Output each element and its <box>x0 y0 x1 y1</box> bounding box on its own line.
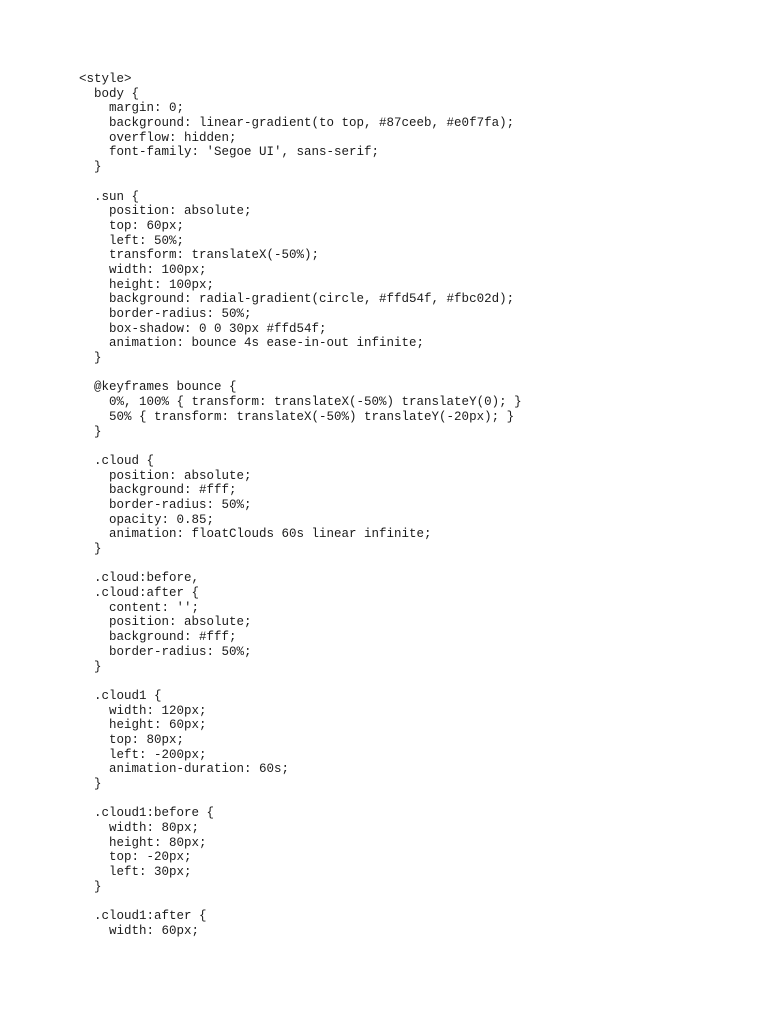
code-line: overflow: hidden; <box>79 130 237 145</box>
code-line: opacity: 0.85; <box>79 512 215 527</box>
code-line: } <box>79 160 102 175</box>
code-line: border-radius: 50%; <box>79 307 252 321</box>
code-line: height: 60px; <box>79 718 207 733</box>
code-block <box>79 72 522 939</box>
code-line: position: absolute; <box>79 615 252 630</box>
code-line: .cloud:before, <box>79 571 200 586</box>
code-line: border-radius: 50%; <box>79 644 252 659</box>
code-line: position: absolute; <box>79 468 252 483</box>
code-line: } <box>79 879 102 894</box>
code-line: } <box>79 351 102 366</box>
code-line: width: 80px; <box>79 821 200 836</box>
code-line: .cloud1 { <box>79 688 162 703</box>
code-line: 50% { transform: translateX(-50%) translateY(-20px); } <box>79 409 515 424</box>
code-line: background: #fff; <box>79 483 237 498</box>
code-line: height: 80px; <box>79 835 207 850</box>
code-line <box>79 895 522 910</box>
code-line: animation: floatClouds 60s linear infinite; <box>79 527 432 542</box>
code-line: width: 100px; <box>79 262 207 277</box>
code-line: background: linear-gradient(to top, #87ceeb, #e0f7fa); <box>79 116 515 131</box>
code-line: body { <box>79 86 140 101</box>
code-line: <style> <box>79 72 132 86</box>
code-line <box>79 557 522 572</box>
code-line: background: #fff; <box>79 630 237 645</box>
code-line: height: 100px; <box>79 277 215 292</box>
code-line: left: 30px; <box>79 865 192 880</box>
code-line: .cloud1:before { <box>79 806 215 821</box>
code-line <box>79 366 522 381</box>
code-line: .cloud { <box>79 453 155 468</box>
code-line: content: ''; <box>79 600 200 615</box>
code-line: top: -20px; <box>79 850 192 865</box>
code-line: animation-duration: 60s; <box>79 762 290 777</box>
code-line: margin: 0; <box>79 101 185 116</box>
code-line: transform: translateX(-50%); <box>79 248 320 263</box>
code-line <box>79 439 522 454</box>
code-line <box>79 175 522 190</box>
code-line: 0%, 100% { transform: translateX(-50%) translateY(0); } <box>79 395 522 410</box>
code-line <box>79 792 522 807</box>
code-line: .cloud1:after { <box>79 909 207 924</box>
code-line: left: -200px; <box>79 747 207 762</box>
code-line: } <box>79 542 102 556</box>
code-line: font-family: 'Segoe UI', sans-serif; <box>79 145 380 160</box>
code-line: animation: bounce 4s ease-in-out infinite; <box>79 336 425 351</box>
code-line: left: 50%; <box>79 233 185 248</box>
code-line: top: 80px; <box>79 732 185 747</box>
code-line <box>79 674 522 689</box>
code-line: box-shadow: 0 0 30px #ffd54f; <box>79 321 327 336</box>
code-line: } <box>79 424 102 439</box>
code-line: .sun { <box>79 189 140 204</box>
code-line: width: 120px; <box>79 703 207 718</box>
code-line: } <box>79 659 102 674</box>
code-line: } <box>79 777 102 791</box>
code-line: border-radius: 50%; <box>79 497 252 512</box>
code-line: @keyframes bounce { <box>79 380 237 395</box>
code-line: background: radial-gradient(circle, #ffd54f, #fbc02d); <box>79 292 515 307</box>
code-line: top: 60px; <box>79 218 185 233</box>
code-line: width: 60px; <box>79 923 200 938</box>
code-line: .cloud:after { <box>79 586 200 601</box>
code-line: position: absolute; <box>79 204 252 219</box>
